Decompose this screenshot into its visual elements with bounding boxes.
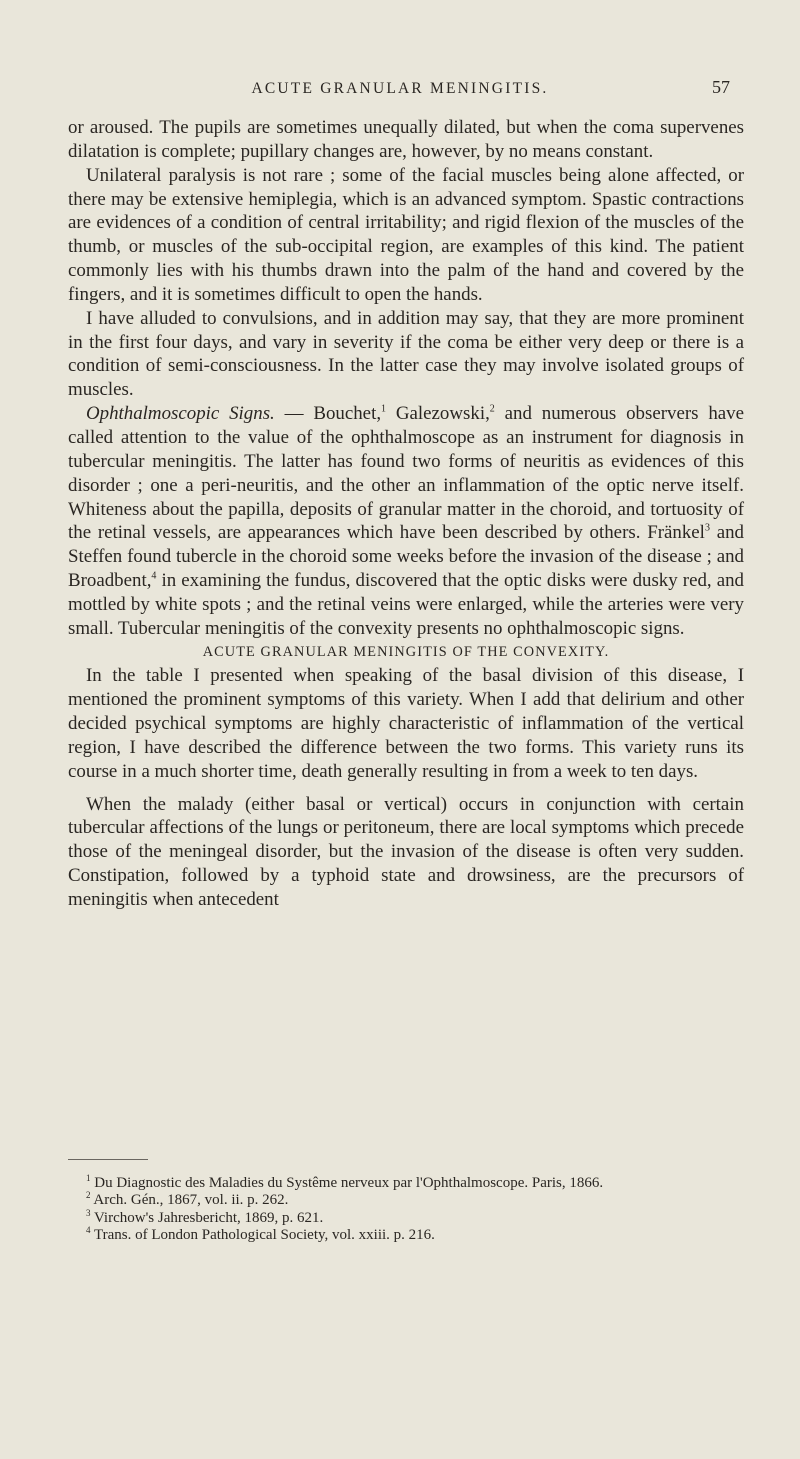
paragraph-ophthalmoscopic [68,402,744,640]
main-text [68,116,744,912]
footnote-ref-4: 4 [151,570,157,582]
footnote-3 [68,1207,744,1227]
footnote-ref-2: 2 [489,403,495,415]
footnote-mark: 1 [86,1173,91,1183]
footnote-1 [68,1175,744,1192]
paragraph-3: I have alluded to convulsions, and in addition may say, that they are more prominent in the first four days, and vary in severity if the coma be either very deep or there is a condition of semi-consciousness. In the latter case they may involve isolated groups of muscles. [68,307,744,401]
paragraph-2: Unilateral paralysis is not rare ; some of the facial muscles being alone affected, or there may be extensive hemiplegia, which is an advanced symptom. Spastic contractions are evidences of a condition of central irritability; and rigid flexion of the muscles of the thumb, or muscles of the sub-occipital region, are examples of this kind. The patient commonly lies with his thumbs drawn into the palm of the hand and covered by the fingers, and it is sometimes difficult to open the hands. [68,164,744,305]
footnote-text: Trans. of London Pathological Society, vol. xxiii. p. 216. [90,1227,435,1244]
page-number: 57 [712,77,730,97]
footnote-text: Du Diagnostic des Maladies du Systême nerveux par l'Ophthalmoscope. Paris, 1866. [90,1175,604,1191]
paragraph-convexity: In the table I presented when speaking of the basal division of this disease, I mentioned the prominent symptoms of this variety. When I add that delirium and other decided psychical symptoms are highly characteristic of inflammation of the vertical region, I have described the difference between the two forms. This variety runs its course in a much shorter time, death generally resulting in from a week to ten days. [68,665,744,782]
ophthalmoscopic-heading: Ophthalmoscopic Signs. [86,403,275,425]
footnote-text: Virchow's Jahresbericht, 1869, p. 621. [90,1209,324,1226]
footnote-mark: 2 [86,1190,91,1201]
section-heading: ACUTE GRANULAR MENINGITIS OF THE CONVEXITY. [202,643,610,660]
footnote-4 [68,1227,744,1244]
running-title: ACUTE GRANULAR MENINGITIS. [251,80,549,97]
paragraph-text: Galezowski, [386,403,490,425]
paragraph-malady: When the malady (either basal or vertical) occurs in conjunction with certain tubercular affections of the lungs or peritoneum, there are local symptoms which precede those of the meningeal disorder, but the invasion of the disease is often very sudden. Constipation, followed by a typhoid state and drowsiness, are the precursors of meningitis when antecedent [68,793,744,910]
footnote-ref-1: 1 [381,403,387,415]
footnote-text: Arch. Gén., 1867, vol. ii. p. 262. [90,1192,289,1209]
footnote-ref-3: 3 [704,523,710,535]
footnote-divider [68,1159,148,1160]
running-header [0,77,800,110]
paragraph-text: and numerous observers have called attention to the value of the ophthalmoscope as an instrument for diagnosis in tubercular meningitis. The latter has found two forms of neuritis as evidences of this disorder ; one a peri-neuritis, and the other an inflammation of the optic nerve itself. Whiteness about the papilla, deposits of granular matter in the choroid, and tortuosity of the retinal vessels, are appearances which have been described by others. Fränkel [68,403,745,544]
paragraph-1: or aroused. The pupils are sometimes unequally dilated, but when the coma supervenes dilatation is complete; pupillary changes are, however, by no means constant. [68,117,744,162]
footnote-2 [68,1192,744,1209]
paragraph-text: in examining the fundus, discovered that the optic disks were dusky red, and mottled by white spots ; and the retinal veins were enlarged, while the arteries were very small. Tubercular meningitis of the convexity presents no ophthalmoscopic signs. [68,570,744,639]
paragraph-text: and Steffen found tubercle in the choroid some weeks before the invasion of the disease ; and Broadbent, [68,522,745,592]
footnote-mark: 4 [86,1225,91,1236]
footnote-mark: 3 [86,1207,91,1218]
footnotes [68,1175,744,1245]
paragraph-text: — Bouchet, [274,403,382,425]
